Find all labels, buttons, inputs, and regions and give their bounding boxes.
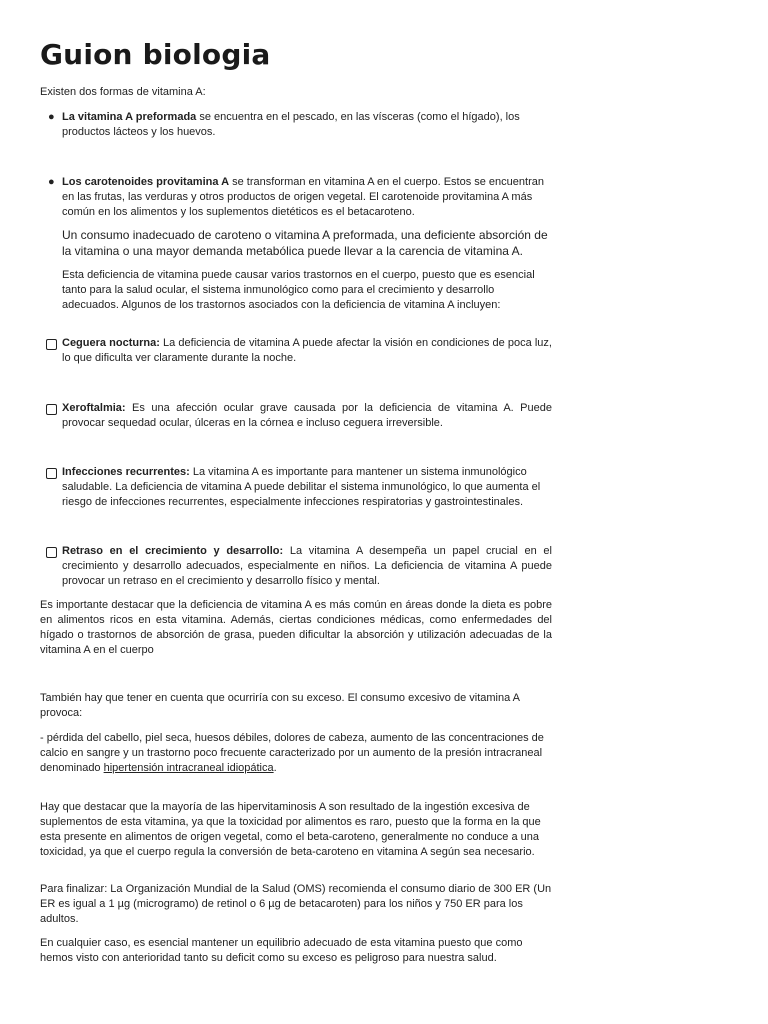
bullet-bold: Los carotenoides provitamina A: [62, 176, 230, 188]
bullet-item: [62, 175, 552, 220]
carencia-paragraph: Un consumo inadecuado de caroteno o vitamina A preformada, una deficiente absorción de la vitamina o una mayor demanda metabólica puede llevar a la carencia de vitamina A.: [62, 228, 548, 258]
page-title: Guion biologia: [40, 38, 271, 71]
bullet-text: se encuentra en el pescado, en las vísceras (como el hígado), los productos lácteos y los huevos.: [62, 111, 520, 138]
destacar-paragraph: Es importante destacar que la deficiencia de vitamina A es más común en áreas donde la dieta es pobre en alimentos ricos en esta vitamina. Además, ciertas condiciones médicas, como enfermedades del hígado o trastornos de absorción de grasa, pueden dificultar la absorción y utilización adecuadas de la vitamina A en el cuerpo: [40, 599, 552, 656]
exceso-end: .: [273, 762, 277, 774]
trastorno-item: [62, 336, 552, 366]
bullet-dot: ●: [48, 111, 55, 123]
bullet-bold: La vitamina A preformada: [62, 111, 197, 123]
conclusion-paragraph: En cualquier caso, es esencial mantener un equilibrio adecuado de esta vitamina puesto que como hemos visto con anterioridad tanto su deficit como su exceso es peligroso para nuestra salud.: [40, 937, 523, 964]
trastorno-item: [62, 401, 552, 431]
trastorno-bold: Infecciones recurrentes:: [62, 466, 190, 478]
checkbox-icon[interactable]: [46, 468, 57, 479]
trastorno-text: La deficiencia de vitamina A puede afectar la visión en condiciones de poca luz, lo que dificulta ver claramente durante la noche.: [62, 337, 552, 364]
trastorno-bold: Xeroftalmia:: [62, 402, 126, 414]
bullet-item: [62, 110, 552, 140]
trastorno-text: La vitamina A desempeña un papel crucial en el crecimiento y desarrollo adecuados, especialmente en niños. La deficiencia de vitamina A puede provocar un retraso en el crecimiento y desarrollo físico y mental.: [62, 545, 552, 587]
exceso-list-text: - pérdida del cabello, piel seca, huesos débiles, dolores de cabeza, aumento de las concentraciones de calcio en sangre y un trastorno poco frecuente caracterizado por un aumento de la presión intracraneal denominado: [40, 732, 544, 774]
hipertension-link[interactable]: hipertensión intracraneal idiopática: [103, 762, 274, 774]
finalizar-paragraph: Para finalizar: La Organización Mundial de la Salud (OMS) recomienda el consumo diario de 300 ER (Un ER es igual a 1 µg (microgramo) de retinol o 6 µg de betacaroten) para los niños y 750 ER para los adultos.: [40, 883, 552, 925]
trastorno-item: [62, 465, 552, 510]
trastorno-item: [62, 544, 552, 589]
deficiencia-paragraph: Esta deficiencia de vitamina puede causar varios trastornos en el cuerpo, puesto que es esencial tanto para la salud ocular, el sistema inmunológico como para el crecimiento y desarrollo adecuados. Algunos de los trastornos asociados con la deficiencia de vitamina A incluyen:: [62, 269, 535, 311]
intro-paragraph: Existen dos formas de vitamina A:: [40, 86, 206, 98]
exceso-intro-paragraph: También hay que tener en cuenta que ocurriría con su exceso. El consumo excesivo de vitamina A provoca:: [40, 692, 520, 719]
bullet-text: se transforman en vitamina A en el cuerpo. Estos se encuentran en las frutas, las verduras y otros productos de origen vegetal. El carotenoide provitamina A más común en los alimentos y los suplementos dietéticos es el betacaroteno.: [62, 176, 544, 218]
trastorno-bold: Retraso en el crecimiento y desarrollo:: [62, 545, 284, 557]
hipervitaminosis-paragraph: Hay que destacar que la mayoría de las hipervitaminosis A son resultado de la ingestión excesiva de suplementos de esta vitamina, ya que la toxicidad por alimentos es raro, puesto que la forma en la que esta presente en alimentos de origen vegetal, como el beta-caroteno, generalmente no conduce a una toxicidad, ya que el cuerpo regula la conversión de beta-caroteno en vitamina A según sea necesario.: [40, 801, 541, 858]
bullet-dot: ●: [48, 176, 55, 188]
trastorno-bold: Ceguera nocturna:: [62, 337, 160, 349]
checkbox-icon[interactable]: [46, 339, 57, 350]
exceso-list-paragraph: [40, 731, 552, 776]
checkbox-icon[interactable]: [46, 547, 57, 558]
checkbox-icon[interactable]: [46, 404, 57, 415]
trastorno-text: Es una afección ocular grave causada por la deficiencia de vitamina A. Puede provocar sequedad ocular, úlceras en la córnea e incluso ceguera irreversible.: [62, 402, 552, 429]
trastorno-text: La vitamina A es importante para mantener un sistema inmunológico saludable. La deficiencia de vitamina A puede debilitar el sistema inmunológico, lo que aumenta el riesgo de infecciones recurrentes, especialmente infecciones respiratorias y gastrointestinales.: [62, 466, 541, 508]
